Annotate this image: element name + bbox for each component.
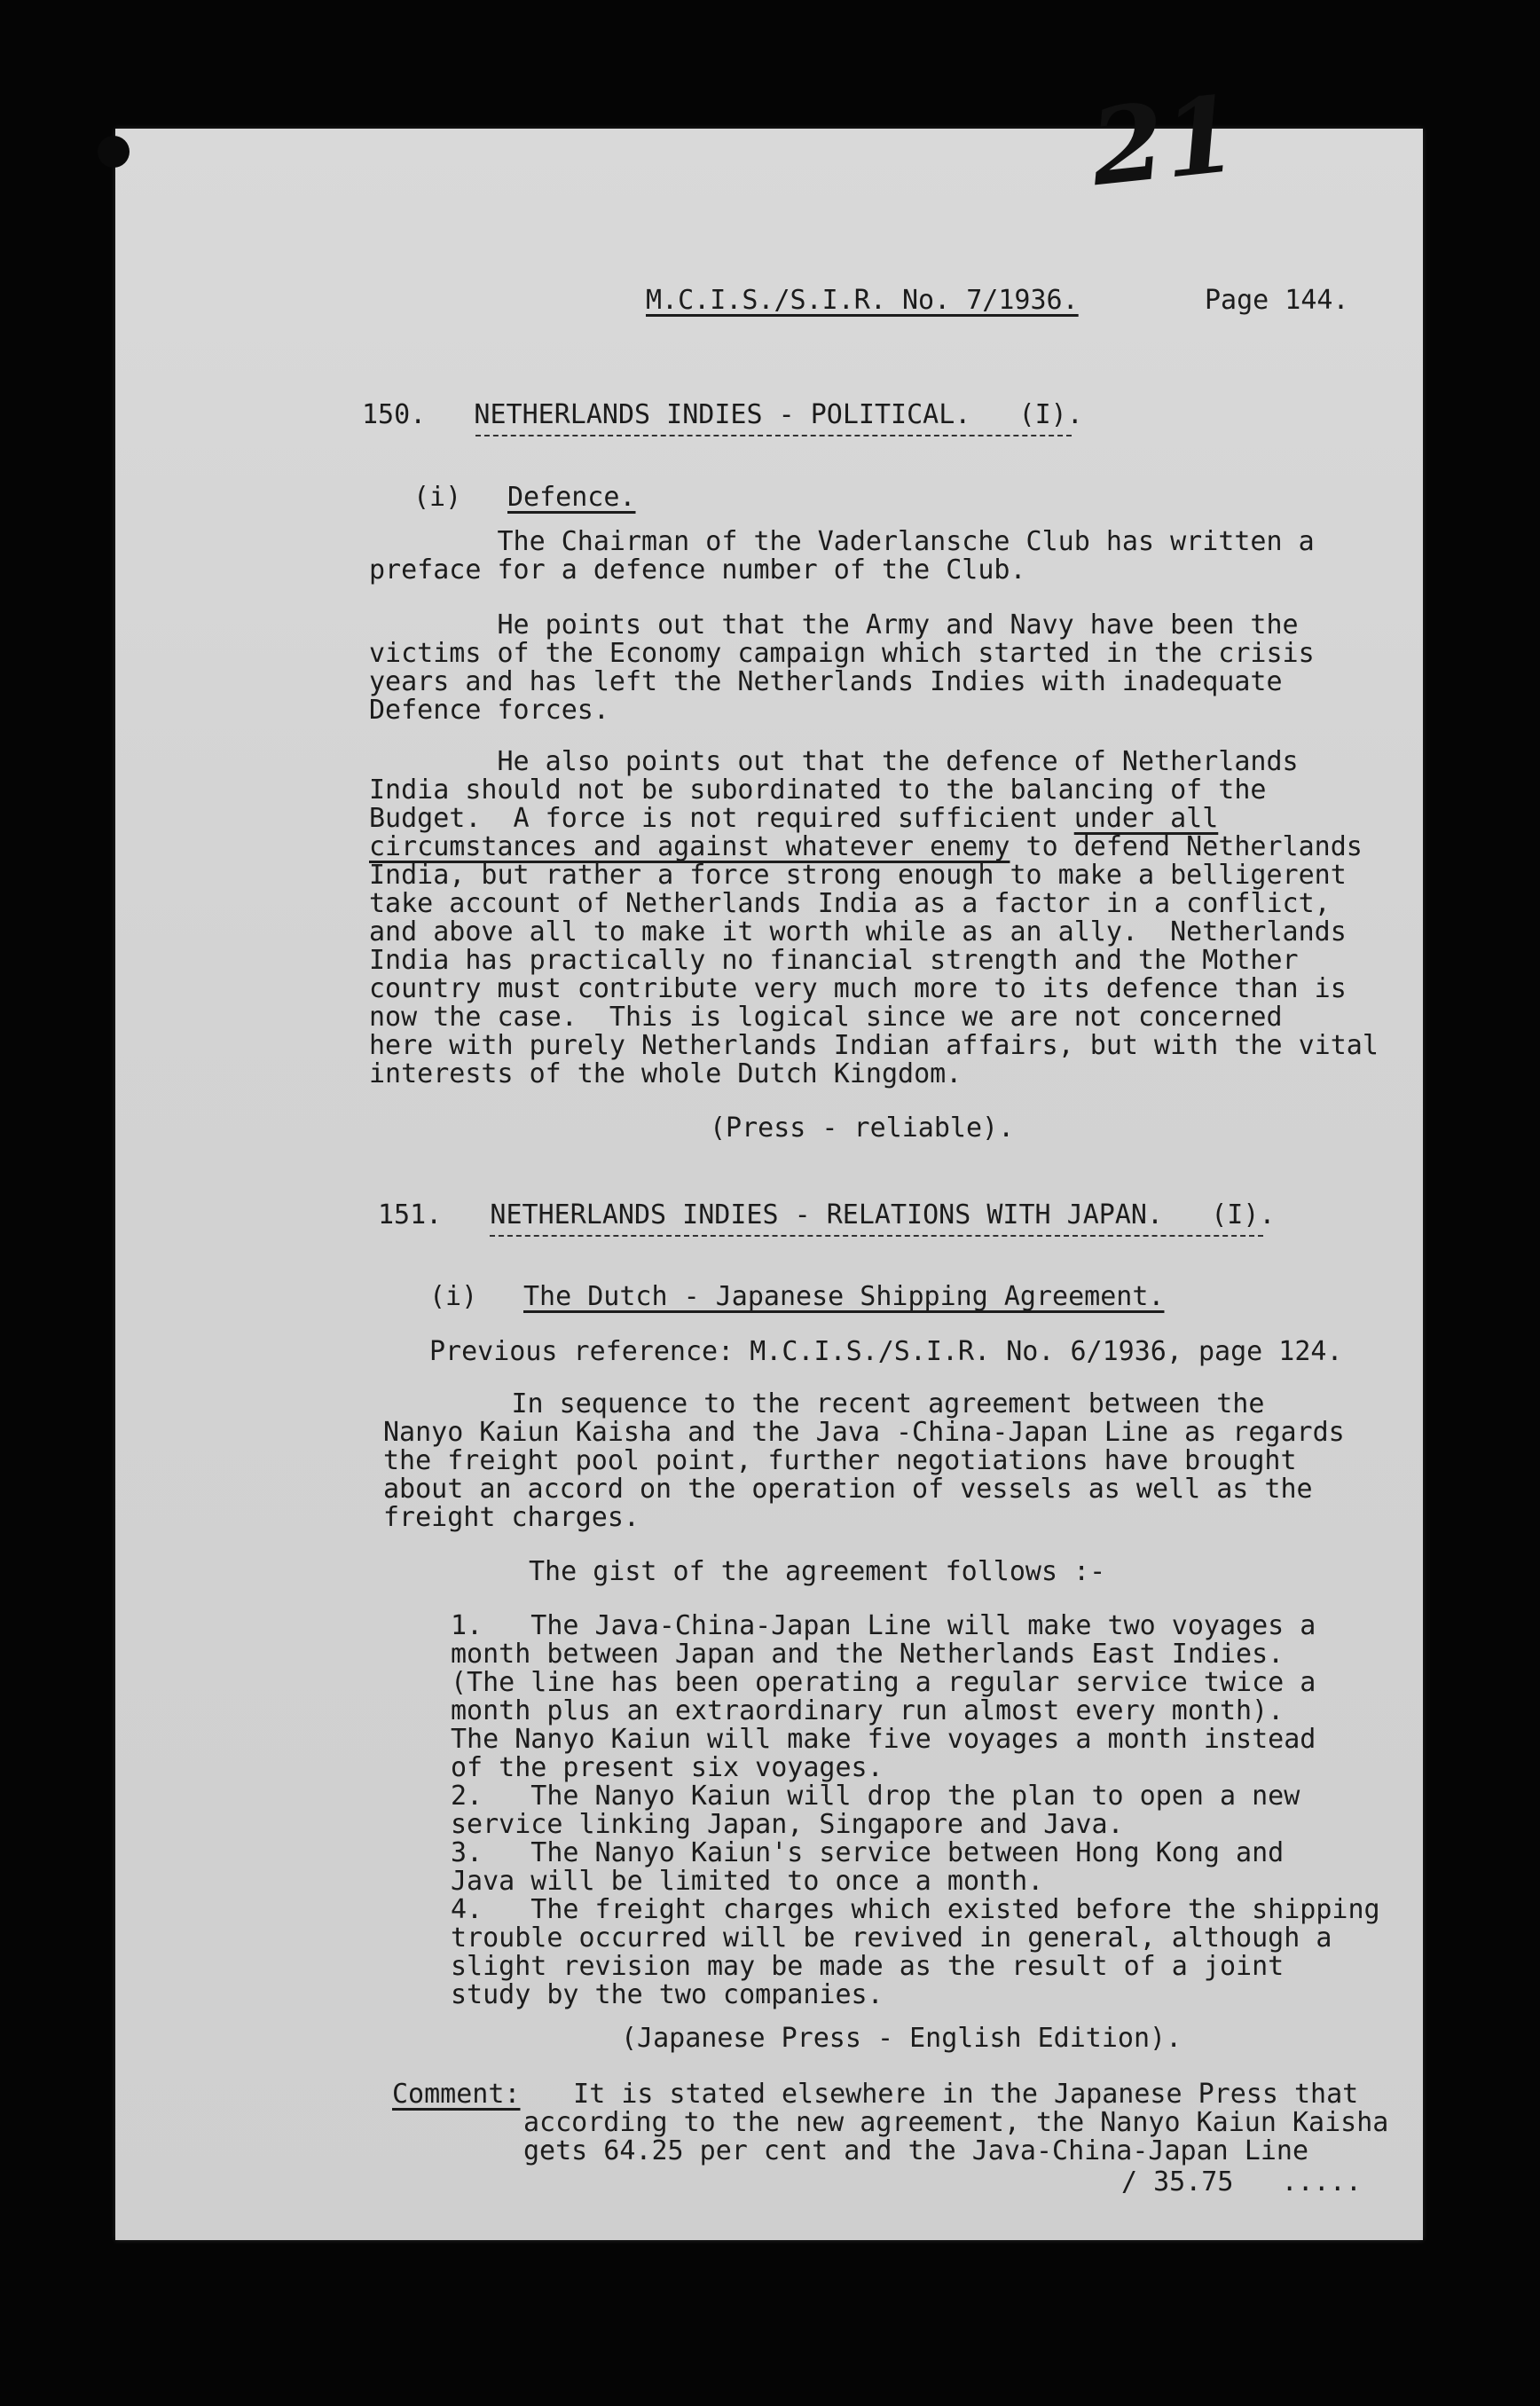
comment-line: according to the new agreement, the Nanyo Kaiun Kaisha xyxy=(523,2107,1389,2138)
text-line: Nanyo Kaiun Kaisha and the Java -China-Japan Line as regards xyxy=(383,1417,1345,1448)
comment-line: It is stated elsewhere in the Japanese Press that xyxy=(525,2079,1359,2110)
list-item: of the present six voyages. xyxy=(451,1752,884,1783)
agreement-gist: The gist of the agreement follows :- xyxy=(529,1556,1106,1587)
text-plain: Budget. A force is not required sufficient xyxy=(369,803,1074,834)
section-151-rule xyxy=(490,1235,1263,1237)
list-item: Java will be limited to once a month. xyxy=(451,1866,1044,1897)
list-item: (The line has been operating a regular service twice a xyxy=(451,1667,1316,1698)
text-line: freight charges. xyxy=(383,1502,640,1533)
section-151-source: (Japanese Press - English Edition). xyxy=(621,2023,1182,2054)
text-line: country must contribute very much more to its defence than is xyxy=(369,973,1347,1004)
text-line: India has practically no financial strength and the Mother xyxy=(369,945,1299,976)
comment-label: Comment: xyxy=(392,2079,521,2110)
list-item: study by the two companies. xyxy=(451,1979,884,2010)
underlined-text: circumstances and against whatever enemy xyxy=(369,831,1010,862)
list-item: service linking Japan, Singapore and Java. xyxy=(451,1809,1124,1840)
section-150-source: (Press - reliable). xyxy=(710,1113,1015,1144)
list-item: 1. The Java-China-Japan Line will make two voyages a xyxy=(451,1610,1316,1641)
section-151-title: 151. NETHERLANDS INDIES - RELATIONS WITH JAPAN. (I). xyxy=(378,1199,1276,1231)
text-line: Defence forces. xyxy=(369,695,609,726)
text-line: In sequence to the recent agreement between the xyxy=(383,1388,1265,1419)
text-line xyxy=(369,805,1218,833)
previous-reference: Previous reference: M.C.I.S./S.I.R. No. 6/1936, page 124. xyxy=(429,1336,1343,1367)
text-line: and above all to make it worth while as an ally. Netherlands xyxy=(369,916,1347,947)
text-line: now the case. This is logical since we are not concerned xyxy=(369,1002,1283,1033)
text-line: the freight pool point, further negotiations have brought xyxy=(383,1445,1297,1476)
text-line: India, but rather a force strong enough to make a belligerent xyxy=(369,860,1347,891)
text-line: here with purely Netherlands Indian affairs, but with the vital xyxy=(369,1030,1379,1061)
section-151-subnumber: (i) xyxy=(429,1281,478,1312)
list-item: 2. The Nanyo Kaiun will drop the plan to open a new xyxy=(451,1781,1300,1812)
list-item: trouble occurred will be revived in general, although a xyxy=(451,1922,1332,1954)
text-line: interests of the whole Dutch Kingdom. xyxy=(369,1058,962,1089)
list-item: The Nanyo Kaiun will make five voyages a month instead xyxy=(451,1724,1316,1755)
section-150-title: 150. NETHERLANDS INDIES - POLITICAL. (I). xyxy=(362,399,1083,430)
punch-hole xyxy=(98,136,130,168)
text-line: take account of Netherlands India as a factor in a conflict, xyxy=(369,888,1331,919)
text-line: preface for a defence number of the Club. xyxy=(369,554,1026,586)
list-item: 4. The freight charges which existed before the shipping xyxy=(451,1894,1380,1925)
text-line: The Chairman of the Vaderlansche Club has written a xyxy=(369,526,1315,557)
text-line xyxy=(369,833,1363,861)
section-150-rule xyxy=(475,435,1072,436)
list-item: 3. The Nanyo Kaiun's service between Hong Kong and xyxy=(451,1837,1285,1868)
section-151-subtitle: The Dutch - Japanese Shipping Agreement. xyxy=(523,1281,1165,1312)
list-item: slight revision may be made as the result of a joint xyxy=(451,1951,1285,1982)
text-plain: to defend Netherlands xyxy=(1010,831,1363,862)
page-number: Page 144. xyxy=(1205,285,1349,316)
text-line: He points out that the Army and Navy have been the xyxy=(369,609,1299,641)
section-150-subtitle: Defence. xyxy=(507,482,636,513)
text-line: years and has left the Netherlands Indies with inadequate xyxy=(369,666,1283,697)
list-item: month between Japan and the Netherlands East Indies. xyxy=(451,1639,1285,1670)
report-reference: M.C.I.S./S.I.R. No. 7/1936. xyxy=(646,285,1079,316)
text-line: victims of the Economy campaign which started in the crisis xyxy=(369,638,1315,669)
list-item: month plus an extraordinary run almost every month). xyxy=(451,1695,1285,1726)
folio-mark: 21 xyxy=(1085,71,1243,210)
continuation-marker: / 35.75 ..... xyxy=(1121,2166,1362,2198)
section-150-subnumber: (i) xyxy=(413,482,462,513)
text-line: about an accord on the operation of vessels as well as the xyxy=(383,1474,1313,1505)
text-line: India should not be subordinated to the balancing of the xyxy=(369,774,1267,806)
underlined-text: under all xyxy=(1073,803,1219,834)
comment-line: gets 64.25 per cent and the Java-China-Japan Line xyxy=(523,2135,1309,2166)
text-line: He also points out that the defence of Netherlands xyxy=(369,746,1299,777)
